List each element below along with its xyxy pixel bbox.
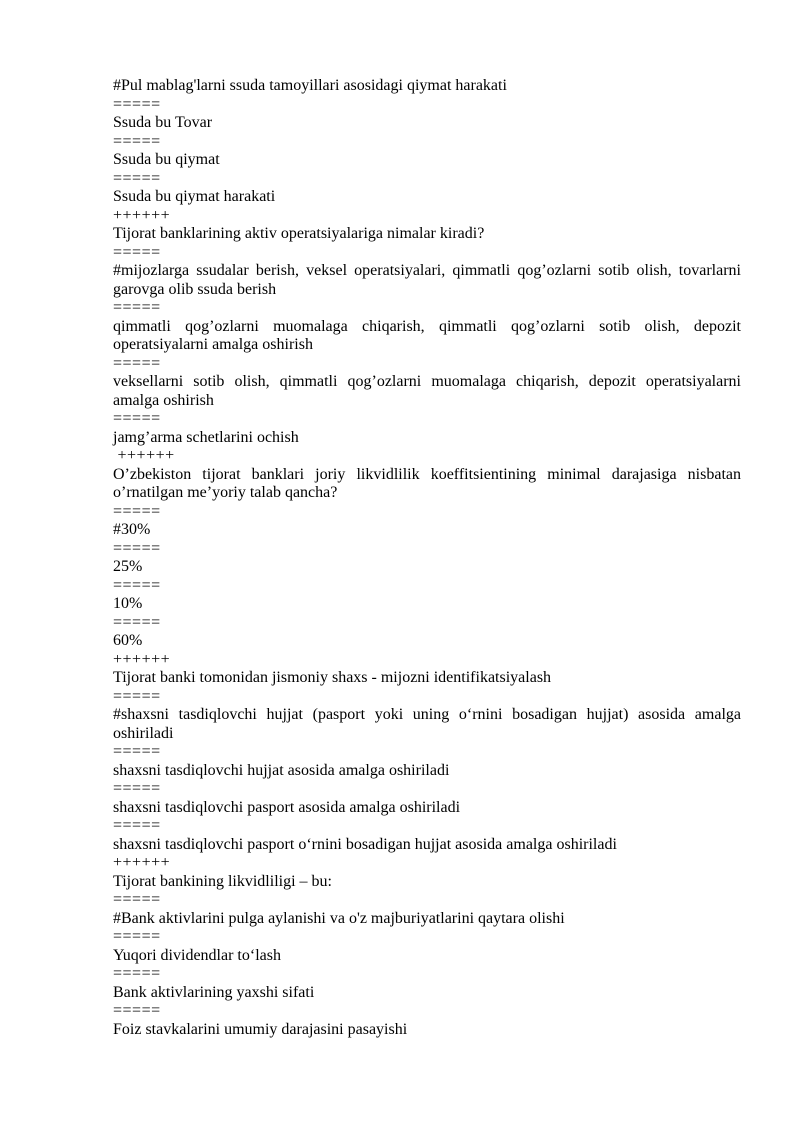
- question-separator: ++++++: [113, 447, 175, 464]
- question-separator: ++++++: [113, 206, 171, 224]
- correct-answer-text: #Pul mablag'larni ssuda tamoyillari asosidagi qiymat harakati: [113, 77, 507, 94]
- answer-separator: =====: [113, 613, 161, 631]
- answer-separator: =====: [113, 539, 161, 557]
- answer-separator: =====: [113, 354, 161, 372]
- answer-text: qimmatli qog’ozlarni muomalaga chiqarish, qimmatli qog’ozlarni sotib olish, depozit operatsiyalarni amalga oshirish: [113, 317, 741, 353]
- question-text: Tijorat banki tomonidan jismoniy shaxs - mijozni identifikatsiyalash: [113, 669, 552, 686]
- answer-separator: =====: [113, 817, 161, 834]
- answer-separator: =====: [113, 928, 161, 945]
- answer-text: shaxsni tasdiqlovchi pasport asosida amalga oshiriladi: [113, 798, 461, 816]
- answer-separator: =====: [113, 95, 161, 113]
- answer-text: Ssuda bu Tovar: [113, 114, 213, 131]
- answer-text: Yuqori dividendlar toʻlash: [113, 946, 281, 964]
- answer-text: jamg’arma schetlarini ochish: [113, 428, 299, 446]
- answer-text: 60%: [113, 632, 143, 649]
- correct-answer-text: #shaxsni tasdiqlovchi hujjat (pasport yoki uning oʻrnini bosadigan hujjat) asosida amalga oshiriladi: [113, 706, 741, 742]
- answer-separator: =====: [113, 243, 161, 261]
- answer-text: shaxsni tasdiqlovchi pasport oʻrnini bosadigan hujjat asosida amalga oshiriladi: [113, 835, 617, 853]
- answer-separator: =====: [113, 687, 161, 705]
- answer-text: Ssuda bu qiymat: [113, 151, 220, 168]
- document-body: [113, 77, 741, 1039]
- question-text: Tijorat bankining likvidliligi – bu:: [113, 872, 332, 890]
- question-separator: ++++++: [113, 854, 171, 871]
- answer-separator: =====: [113, 1002, 161, 1019]
- answer-separator: =====: [113, 780, 161, 797]
- correct-answer-text: #mijozlarga ssudalar berish, veksel operatsiyalari, qimmatli qog’ozlarni sotib olish, tovarlarni garovga olib ssuda berish: [113, 262, 741, 298]
- answer-separator: =====: [113, 169, 161, 187]
- question-separator: ++++++: [113, 650, 171, 668]
- answer-separator: =====: [113, 132, 161, 150]
- answer-separator: =====: [113, 743, 161, 760]
- question-text: O’zbekiston tijorat banklari joriy likvidlilik koeffitsientining minimal darajasiga nisbatan o’rnatilgan me’yoriy talab qancha?: [113, 465, 741, 501]
- answer-text: 10%: [113, 595, 143, 612]
- answer-separator: =====: [113, 576, 161, 594]
- answer-text: Foiz stavkalarini umumiy darajasini pasayishi: [113, 1020, 408, 1038]
- correct-answer-text: #30%: [113, 521, 151, 538]
- answer-text: Ssuda bu qiymat harakati: [113, 188, 276, 205]
- answer-separator: =====: [113, 502, 161, 520]
- answer-separator: =====: [113, 299, 161, 316]
- answer-separator: =====: [113, 410, 161, 427]
- correct-answer-text: #Bank aktivlarini pulga aylanishi va o'z majburiyatlarini qaytara olishi: [113, 909, 565, 927]
- answer-text: shaxsni tasdiqlovchi hujjat asosida amalga oshiriladi: [113, 761, 450, 779]
- answer-separator: =====: [113, 965, 161, 982]
- answer-text: veksellarni sotib olish, qimmatli qog’ozlarni muomalaga chiqarish, depozit operatsiyalarni amalga oshirish: [113, 373, 741, 409]
- answer-text: Bank aktivlarining yaxshi sifati: [113, 983, 315, 1001]
- question-text: Tijorat banklarining aktiv operatsiyalariga nimalar kiradi?: [113, 225, 485, 242]
- answer-separator: =====: [113, 891, 161, 908]
- answer-text: 25%: [113, 558, 143, 575]
